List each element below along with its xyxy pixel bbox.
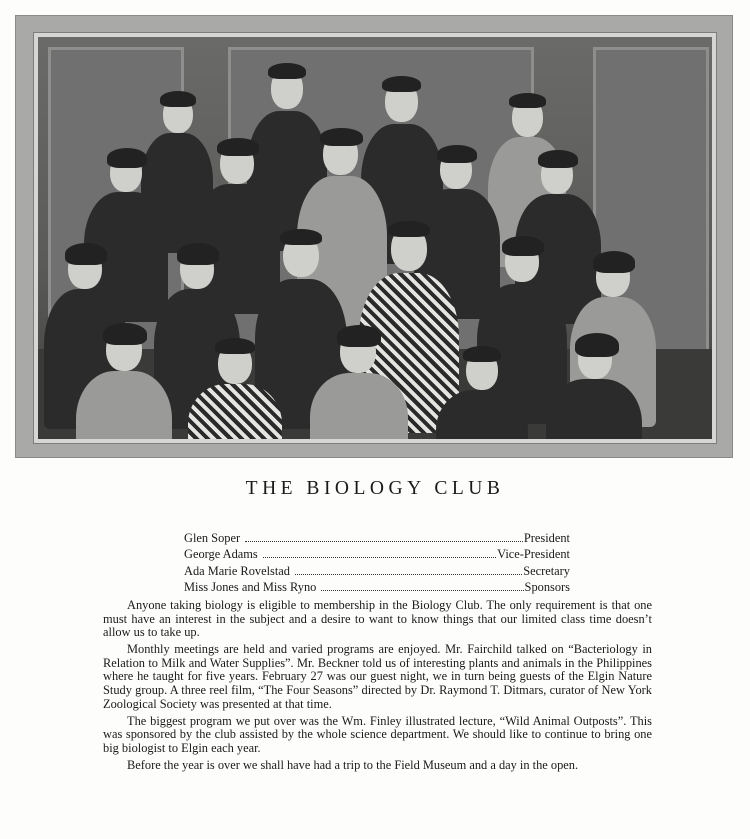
paragraph: Anyone taking biology is eligible to membership in the Biology Club. The only requirement is that one must have an interest in the subject and a desire to want to know things that our limited class time doesn’t allow us to take up.: [103, 598, 652, 640]
officer-name: Ada Marie Rovelstad: [184, 563, 290, 578]
dot-leader: [321, 590, 523, 591]
officer-role: Vice-President: [497, 547, 570, 562]
group-photo-icon: [38, 37, 712, 439]
dot-leader: [245, 541, 523, 542]
photo-mount: [15, 15, 733, 458]
officer-role: President: [523, 531, 570, 545]
paragraph: Monthly meetings are held and varied programs are enjoyed. Mr. Fairchild talked on “Bacteriology in Relation to Milk and Water Supplies”. Mr. Beckner told us of interesting plants and animals in the Philippines where he taught for five years. February 27 was our guest night, we in turn being guests of the Elgin Nature Study group. A three reel film, “The Four Seasons” directed by Dr. Raymond T. Ditmars, curator of New York Zoological Society was presented at that time.: [103, 642, 652, 711]
officer-row: [184, 530, 570, 546]
officer-row: [184, 579, 570, 595]
officer-name: Glen Soper: [184, 531, 241, 545]
officer-name: George Adams: [184, 547, 258, 562]
dot-leader: [263, 557, 496, 558]
officer-row: [184, 563, 570, 579]
paragraph: The biggest program we put over was the Wm. Finley illustrated lecture, “Wild Animal Outposts”. This was sponsored by the club assisted by the whole science department. We should like to continue to bring one big biologist to Elgin each year.: [103, 713, 652, 755]
officer-list: [184, 530, 570, 596]
page-title: THE BIOLOGY CLUB: [245, 478, 505, 499]
article-body: [103, 599, 652, 776]
paragraph: Before the year is over we shall have had a trip to the Field Museum and a day in the open.: [127, 758, 579, 773]
dot-leader: [295, 574, 522, 575]
officer-name: Miss Jones and Miss Ryno: [184, 580, 317, 595]
officer-role: Secretary: [523, 563, 570, 578]
officer-role: Sponsors: [524, 580, 570, 595]
officer-row: [184, 546, 570, 562]
photo-frame: [33, 32, 717, 444]
